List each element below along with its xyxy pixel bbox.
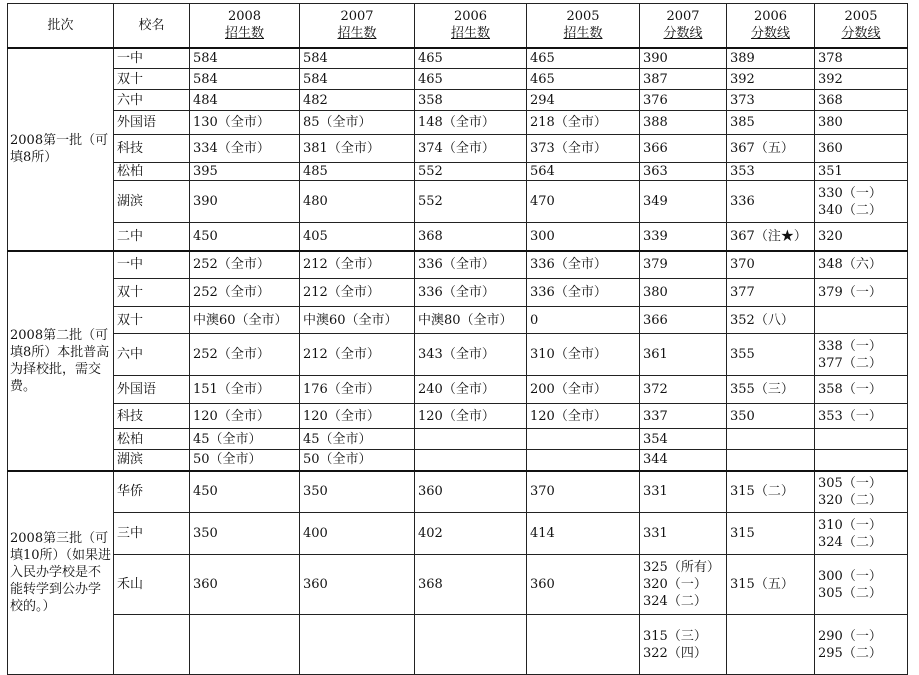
enrollment-cell: 310（全市） [527, 334, 640, 376]
enrollment-cell: 120（全市） [527, 404, 640, 429]
table-row [8, 251, 908, 279]
table-row [8, 163, 908, 181]
score-line-cell: 305（一） 320（二） [815, 471, 908, 513]
enrollment-cell: 148（全市） [415, 111, 527, 135]
score-line-cell: 330（一） 340（二） [815, 181, 908, 223]
enrollment-cell [415, 615, 527, 675]
score-line-cell: 315（二） [727, 471, 815, 513]
enrollment-cell: 中澳80（全市） [415, 307, 527, 334]
score-line-cell [815, 307, 908, 334]
enrollment-cell: 130（全市） [190, 111, 300, 135]
score-line-cell: 336 [727, 181, 815, 223]
table-row [8, 135, 908, 163]
score-line-cell: 338（一） 377（二） [815, 334, 908, 376]
enrollment-cell: 465 [527, 69, 640, 90]
score-line-cell: 354 [640, 429, 727, 450]
header-col: 2006 分数线 [727, 4, 815, 48]
table-row [8, 48, 908, 69]
score-line-cell: 331 [640, 471, 727, 513]
enrollment-cell: 0 [527, 307, 640, 334]
score-line-cell [727, 429, 815, 450]
school-cell: 双十 [114, 69, 190, 90]
header-school: 校名 [114, 4, 190, 48]
enrollment-cell: 336（全市） [527, 279, 640, 307]
score-line-cell: 315 [727, 513, 815, 555]
enrollment-cell: 482 [300, 90, 415, 111]
enrollment-cell: 120（全市） [300, 404, 415, 429]
score-line-cell [815, 429, 908, 450]
table-row [8, 615, 908, 675]
score-line-cell: 352（八） [727, 307, 815, 334]
table-row [8, 111, 908, 135]
enrollment-cell [527, 450, 640, 471]
score-line-cell: 376 [640, 90, 727, 111]
score-line-cell: 380 [815, 111, 908, 135]
score-line-cell: 361 [640, 334, 727, 376]
table-row [8, 69, 908, 90]
score-line-cell: 385 [727, 111, 815, 135]
school-cell: 松柏 [114, 163, 190, 181]
score-line-cell: 360 [815, 135, 908, 163]
enrollment-cell: 390 [190, 181, 300, 223]
score-line-cell: 348（六） [815, 251, 908, 279]
school-cell: 双十 [114, 307, 190, 334]
table-row [8, 181, 908, 223]
table-row [8, 279, 908, 307]
school-cell: 湖滨 [114, 450, 190, 471]
table-row [8, 307, 908, 334]
table-row [8, 90, 908, 111]
score-line-cell: 372 [640, 376, 727, 404]
enrollment-cell [415, 450, 527, 471]
enrollment-cell: 552 [415, 181, 527, 223]
enrollment-cell: 584 [300, 48, 415, 69]
school-cell: 科技 [114, 404, 190, 429]
school-cell: 科技 [114, 135, 190, 163]
enrollment-cell: 465 [527, 48, 640, 69]
score-line-cell: 310（一） 324（二） [815, 513, 908, 555]
enrollment-cell: 374（全市） [415, 135, 527, 163]
enrollment-cell: 564 [527, 163, 640, 181]
score-line-cell: 388 [640, 111, 727, 135]
school-cell [114, 615, 190, 675]
score-line-cell: 378 [815, 48, 908, 69]
score-line-cell: 353（一） [815, 404, 908, 429]
enrollment-cell: 368 [415, 555, 527, 615]
score-line-cell: 379（一） [815, 279, 908, 307]
enrollment-cell [190, 615, 300, 675]
school-cell: 三中 [114, 513, 190, 555]
school-cell: 外国语 [114, 111, 190, 135]
enrollment-cell: 350 [300, 471, 415, 513]
enrollment-cell: 252（全市） [190, 334, 300, 376]
enrollment-cell: 350 [190, 513, 300, 555]
table-row [8, 223, 908, 251]
score-line-cell: 320 [815, 223, 908, 251]
enrollment-cell: 395 [190, 163, 300, 181]
enrollment-cell: 360 [527, 555, 640, 615]
school-cell: 湖滨 [114, 181, 190, 223]
score-line-cell: 379 [640, 251, 727, 279]
enrollment-cell: 402 [415, 513, 527, 555]
enrollment-cell: 360 [300, 555, 415, 615]
enrollment-cell: 485 [300, 163, 415, 181]
score-line-cell: 349 [640, 181, 727, 223]
header-col: 2005 招生数 [527, 4, 640, 48]
enrollment-cell: 294 [527, 90, 640, 111]
enrollment-cell: 218（全市） [527, 111, 640, 135]
enrollment-cell: 336（全市） [415, 251, 527, 279]
school-cell: 二中 [114, 223, 190, 251]
enrollment-cell: 45（全市） [300, 429, 415, 450]
table-row [8, 471, 908, 513]
score-line-cell: 355 [727, 334, 815, 376]
enrollment-cell: 358 [415, 90, 527, 111]
enrollment-cell: 470 [527, 181, 640, 223]
score-line-cell: 380 [640, 279, 727, 307]
enrollment-cell: 151（全市） [190, 376, 300, 404]
enrollment-cell: 120（全市） [415, 404, 527, 429]
enrollment-cell: 584 [190, 69, 300, 90]
admission-table [7, 3, 908, 675]
enrollment-cell: 212（全市） [300, 251, 415, 279]
score-line-cell: 389 [727, 48, 815, 69]
enrollment-cell: 368 [415, 223, 527, 251]
enrollment-cell: 552 [415, 163, 527, 181]
enrollment-cell [527, 615, 640, 675]
enrollment-cell: 370 [527, 471, 640, 513]
enrollment-cell: 450 [190, 223, 300, 251]
header-row [8, 4, 908, 48]
school-cell: 六中 [114, 90, 190, 111]
enrollment-cell: 360 [415, 471, 527, 513]
enrollment-cell: 300 [527, 223, 640, 251]
enrollment-cell [415, 429, 527, 450]
enrollment-cell: 252（全市） [190, 279, 300, 307]
enrollment-cell: 176（全市） [300, 376, 415, 404]
school-cell: 华侨 [114, 471, 190, 513]
table-row [8, 450, 908, 471]
score-line-cell: 353 [727, 163, 815, 181]
score-line-cell: 337 [640, 404, 727, 429]
enrollment-cell: 360 [190, 555, 300, 615]
enrollment-cell: 240（全市） [415, 376, 527, 404]
table-row [8, 513, 908, 555]
table-row [8, 334, 908, 376]
enrollment-cell: 584 [300, 69, 415, 90]
header-col: 2008 招生数 [190, 4, 300, 48]
enrollment-cell: 381（全市） [300, 135, 415, 163]
enrollment-cell: 50（全市） [190, 450, 300, 471]
score-line-cell: 325（所有） 320（一） 324（二） [640, 555, 727, 615]
score-line-cell: 350 [727, 404, 815, 429]
score-line-cell: 331 [640, 513, 727, 555]
enrollment-cell: 465 [415, 69, 527, 90]
score-line-cell: 344 [640, 450, 727, 471]
score-line-cell: 390 [640, 48, 727, 69]
enrollment-cell: 212（全市） [300, 334, 415, 376]
enrollment-cell [300, 615, 415, 675]
enrollment-cell: 414 [527, 513, 640, 555]
enrollment-cell [527, 429, 640, 450]
header-col: 2005 分数线 [815, 4, 908, 48]
score-line-cell: 351 [815, 163, 908, 181]
enrollment-cell: 45（全市） [190, 429, 300, 450]
enrollment-cell: 484 [190, 90, 300, 111]
score-line-cell: 339 [640, 223, 727, 251]
enrollment-cell: 465 [415, 48, 527, 69]
score-line-cell: 315（五） [727, 555, 815, 615]
score-line-cell: 290（一） 295（二） [815, 615, 908, 675]
score-line-cell: 366 [640, 307, 727, 334]
enrollment-cell: 中澳60（全市） [300, 307, 415, 334]
school-cell: 禾山 [114, 555, 190, 615]
score-line-cell: 387 [640, 69, 727, 90]
score-line-cell: 377 [727, 279, 815, 307]
batch-cell: 2008第三批（可填10所）（如果进入民办学校是不能转学到公办学校的。） [8, 471, 114, 675]
table-row [8, 404, 908, 429]
enrollment-cell: 200（全市） [527, 376, 640, 404]
score-line-cell: 392 [815, 69, 908, 90]
score-line-cell: 367（注★） [727, 223, 815, 251]
score-line-cell [727, 615, 815, 675]
score-line-cell: 300（一） 305（二） [815, 555, 908, 615]
score-line-cell: 358（一） [815, 376, 908, 404]
table-row [8, 429, 908, 450]
score-line-cell [727, 450, 815, 471]
school-cell: 双十 [114, 279, 190, 307]
table-row [8, 555, 908, 615]
enrollment-cell: 336（全市） [415, 279, 527, 307]
table-body [8, 48, 908, 675]
score-line-cell: 370 [727, 251, 815, 279]
enrollment-cell: 584 [190, 48, 300, 69]
enrollment-cell: 450 [190, 471, 300, 513]
header-col: 2006 招生数 [415, 4, 527, 48]
score-line-cell: 363 [640, 163, 727, 181]
score-line-cell: 392 [727, 69, 815, 90]
score-line-cell [815, 450, 908, 471]
table-row [8, 376, 908, 404]
enrollment-cell: 343（全市） [415, 334, 527, 376]
batch-cell: 2008第一批（可填8所） [8, 48, 114, 251]
enrollment-cell: 85（全市） [300, 111, 415, 135]
enrollment-cell: 252（全市） [190, 251, 300, 279]
enrollment-cell: 400 [300, 513, 415, 555]
school-cell: 外国语 [114, 376, 190, 404]
enrollment-cell: 50（全市） [300, 450, 415, 471]
score-line-cell: 315（三） 322（四） [640, 615, 727, 675]
enrollment-cell: 336（全市） [527, 251, 640, 279]
enrollment-cell: 405 [300, 223, 415, 251]
header-col: 2007 分数线 [640, 4, 727, 48]
batch-cell: 2008第二批（可填8所）本批普高为择校批，需交费。 [8, 251, 114, 471]
enrollment-cell: 334（全市） [190, 135, 300, 163]
school-cell: 六中 [114, 334, 190, 376]
score-line-cell: 355（三） [727, 376, 815, 404]
enrollment-cell: 中澳60（全市） [190, 307, 300, 334]
score-line-cell: 368 [815, 90, 908, 111]
enrollment-cell: 212（全市） [300, 279, 415, 307]
enrollment-cell: 373（全市） [527, 135, 640, 163]
header-col: 2007 招生数 [300, 4, 415, 48]
school-cell: 一中 [114, 48, 190, 69]
header-batch: 批次 [8, 4, 114, 48]
score-line-cell: 367（五） [727, 135, 815, 163]
school-cell: 松柏 [114, 429, 190, 450]
enrollment-cell: 120（全市） [190, 404, 300, 429]
enrollment-cell: 480 [300, 181, 415, 223]
score-line-cell: 366 [640, 135, 727, 163]
score-line-cell: 373 [727, 90, 815, 111]
school-cell: 一中 [114, 251, 190, 279]
